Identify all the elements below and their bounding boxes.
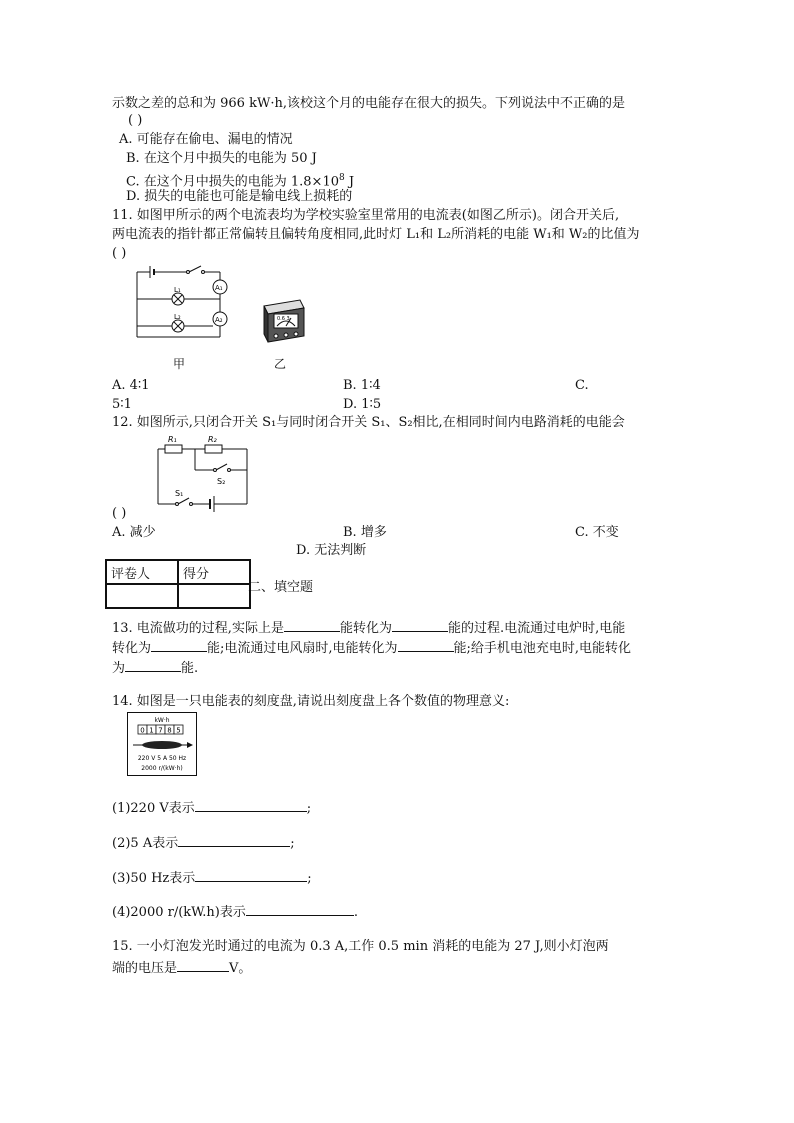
q13-text-1: 13. 电流做功的过程,实际上是	[112, 621, 284, 636]
q15-text-1: 端的电压是	[112, 961, 178, 976]
q14-item-2	[112, 833, 295, 853]
q10-exponent: 8	[339, 173, 345, 183]
q14-item-2-text: (2)5 A表示	[112, 836, 179, 851]
q12-s2-label: S₂	[217, 477, 226, 486]
q12-option-d: D. 无法判断	[296, 543, 367, 558]
q11-stem-line2: 两电流表的指针都正常偏转且偏转角度相同,此时灯 L₁和 L₂所消耗的电能 W₁和 W₂的比值为	[112, 227, 640, 242]
score-table-grader-header: 评卷人	[106, 560, 178, 584]
q11-figure-a-label: 甲	[173, 357, 186, 371]
q11-option-b: B. 1∶4	[343, 378, 381, 393]
q14-item-3	[112, 868, 312, 888]
q10-option-c-unit: J	[344, 174, 355, 190]
q12-option-b: B. 增多	[343, 525, 387, 540]
q11-option-d: D. 1∶5	[343, 397, 382, 412]
q11-meter2-label: A₂	[215, 316, 223, 324]
q11-circuit-diagram	[125, 262, 235, 352]
q13-text-5: 能;电流通过电风扇时,电能转化为	[207, 641, 398, 656]
q13-text-3: 能的过程.电流通过电炉时,电能	[447, 621, 626, 636]
q14-blank-2[interactable]	[178, 833, 290, 847]
q10-option-b: B. 在这个月中损失的电能为 50 J	[126, 151, 317, 166]
q12-answer-paren: ( )	[112, 506, 127, 521]
q12-stem: 12. 如图所示,只闭合开关 S₁与同时闭合开关 S₁、S₂相比,在相同时间内电路消耗的电能会	[112, 415, 625, 430]
q12-option-c: C. 不变	[575, 525, 619, 540]
q14-meter-digit-2: 1	[149, 726, 154, 735]
q14-meter-digit-3: 7	[158, 726, 163, 735]
q14-stem: 14. 如图是一只电能表的刻度盘,请说出刻度盘上各个数值的物理意义:	[112, 694, 510, 709]
q13-blank-1[interactable]	[284, 618, 340, 632]
q13-text-7: 为	[112, 661, 126, 676]
q13-blank-3[interactable]	[151, 638, 207, 652]
q14-meter-revolutions: 2000 r/(kW·h)	[141, 765, 183, 772]
q15-stem-line1: 15. 一小灯泡发光时通过的电流为 0.3 A,工作 0.5 min 消耗的电能为 27 J,则小灯泡两	[112, 939, 609, 954]
q12-s1-label: S₁	[175, 489, 184, 498]
section-fill-in-title: 二、填空题	[248, 580, 314, 595]
q10-option-c-text: C. 在这个月中损失的电能为 1.8×10	[126, 174, 339, 190]
q13-text-8: 能.	[181, 661, 199, 676]
q14-blank-3[interactable]	[195, 868, 307, 882]
q12-option-a: A. 减少	[112, 525, 156, 540]
q13-line2	[112, 638, 631, 658]
q11-option-c: C.	[575, 378, 589, 393]
q13-line3	[112, 658, 198, 678]
q14-item-1-end: ;	[306, 801, 312, 816]
score-table-score-cell	[178, 584, 250, 608]
q14-item-1	[112, 798, 311, 818]
q11-ammeter-picture	[258, 296, 308, 344]
q11-option-c-value: 5∶1	[112, 397, 132, 412]
q12-r1-label: R₁	[168, 435, 177, 444]
q15-line2	[112, 958, 251, 978]
q11-figure-b-label: 乙	[274, 357, 287, 371]
q11-ammeter-scale: 0.6 3	[277, 316, 290, 322]
q12-r2-label: R₂	[208, 435, 217, 444]
q14-item-3-text: (3)50 Hz表示	[112, 871, 196, 886]
q12-circuit-diagram	[150, 432, 260, 512]
q14-meter-digit-5: 5	[176, 726, 181, 735]
q14-blank-1[interactable]	[195, 798, 307, 812]
q11-option-a: A. 4∶1	[112, 378, 150, 393]
q10-answer-paren: ( )	[128, 113, 143, 128]
q14-item-3-end: ;	[307, 871, 312, 886]
q14-blank-4[interactable]	[246, 902, 354, 916]
q14-meter-digit-1: 0	[140, 726, 145, 735]
q14-meter-rating: 220 V 5 A 50 Hz	[137, 755, 187, 762]
q11-answer-paren: ( )	[112, 246, 127, 261]
q11-lamp2-label: L₂	[174, 313, 181, 321]
score-table	[105, 559, 251, 609]
q14-item-4-text: (4)2000 r/(kW.h)表示	[112, 905, 246, 920]
q13-text-6: 能;给手机电池充电时,电能转化	[453, 641, 632, 656]
q11-stem-line1: 11. 如图甲所示的两个电流表均为学校实验室里常用的电流表(如图乙所示)。闭合开关后,	[112, 208, 620, 223]
q13-blank-5[interactable]	[125, 658, 181, 672]
score-table-grader-cell	[106, 584, 178, 608]
q10-stem: 示数之差的总和为 966 kW·h,该校这个月的电能存在很大的损失。下列说法中不正确的是	[112, 96, 625, 111]
q13-text-2: 能转化为	[339, 621, 392, 636]
q13-blank-2[interactable]	[392, 618, 448, 632]
q14-item-2-end: ;	[290, 836, 295, 851]
q14-energy-meter-dial	[127, 712, 197, 776]
q14-meter-digit-4: 8	[167, 726, 172, 735]
q11-lamp1-label: L₁	[174, 286, 181, 294]
q13-text-4: 转化为	[112, 641, 152, 656]
q11-meter1-label: A₁	[215, 284, 223, 292]
q10-option-a: A. 可能存在偷电、漏电的情况	[119, 132, 293, 147]
q10-option-d: D. 损失的电能也可能是输电线上损耗的	[126, 189, 353, 204]
q14-meter-unit: kW·h	[154, 717, 170, 724]
score-table-score-header: 得分	[178, 560, 250, 584]
q13-line1	[112, 618, 625, 638]
q14-item-4-end: .	[353, 905, 358, 920]
q13-blank-4[interactable]	[398, 638, 454, 652]
q15-text-2: V。	[229, 961, 252, 976]
q15-blank[interactable]	[177, 958, 229, 972]
q14-item-4	[112, 902, 358, 922]
q14-item-1-text: (1)220 V表示	[112, 801, 195, 816]
